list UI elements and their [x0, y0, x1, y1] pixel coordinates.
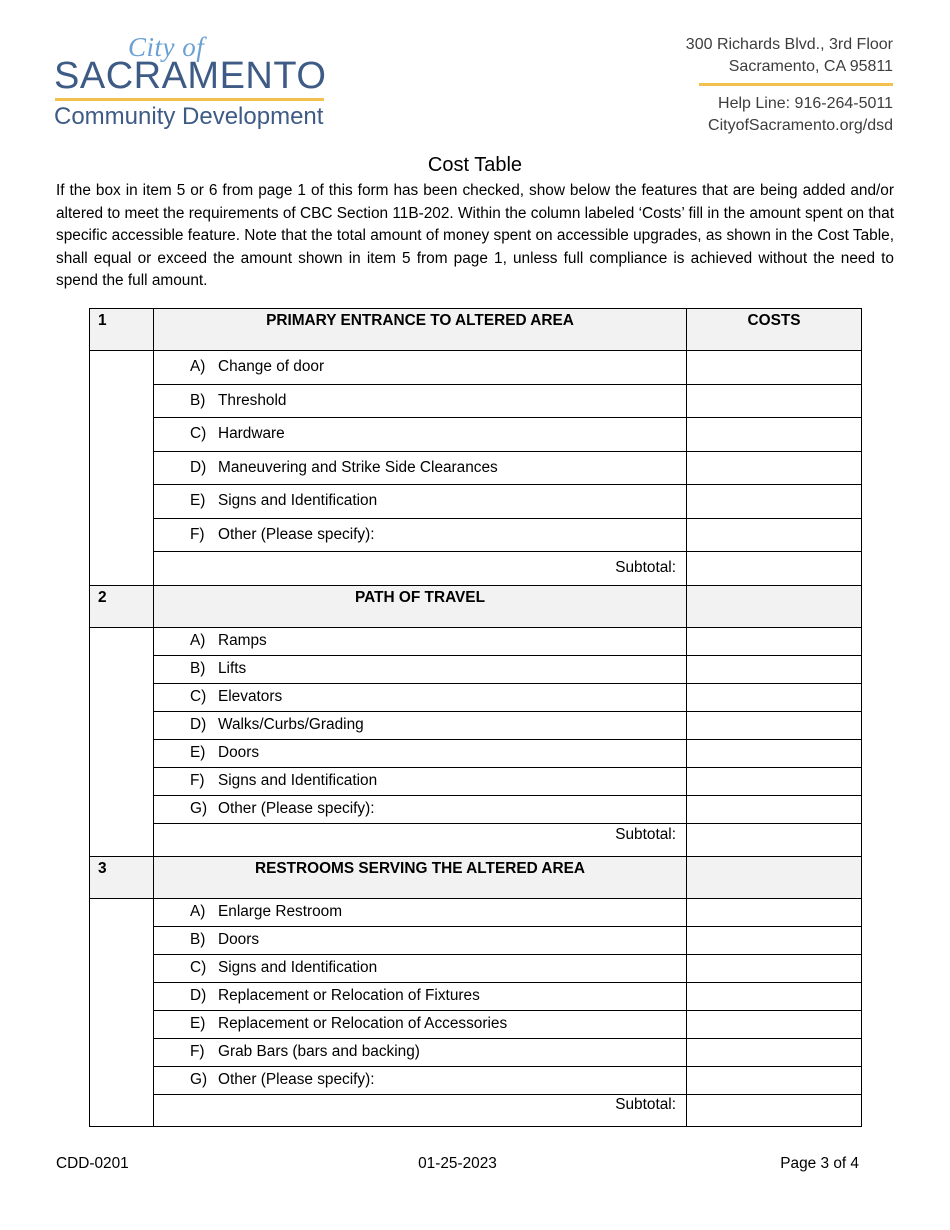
item-label: Lifts	[218, 660, 247, 677]
item-label: Other (Please specify):	[218, 1071, 375, 1088]
cost-input-cell[interactable]	[687, 451, 862, 485]
table-row	[90, 518, 862, 552]
subtotal-label: Subtotal:	[154, 1094, 687, 1126]
item-letter: C)	[190, 959, 207, 976]
subtotal-label: Subtotal:	[154, 552, 687, 586]
contact-block	[653, 34, 893, 137]
item-label: Ramps	[218, 632, 267, 649]
subtotal-row	[90, 823, 862, 856]
subtotal-row	[90, 552, 862, 586]
item-label: Enlarge Restroom	[218, 903, 343, 920]
cost-input-cell[interactable]	[687, 1010, 862, 1038]
item-letter: E)	[190, 1015, 206, 1032]
item-letter: B)	[190, 660, 206, 677]
logo-department: Community Development	[54, 103, 324, 130]
website: CityofSacramento.org/dsd	[708, 117, 893, 134]
item-label: Grab Bars (bars and backing)	[218, 1043, 420, 1060]
intro-paragraph: If the box in item 5 or 6 from page 1 of this form has been checked, show below the features that are being added and/or altered to meet the requirements of CBC Section 11B-202. Within the column labeled ‘Costs’ fill in the amount spent on that specific accessible feature. Note that the total amount of money spent on accessible upgrades, as shown in the Cost Table, shall equal or exceed the amount shown in item 5 from page 1, unless full compliance is achieved without the need to spend the full amount.	[56, 182, 894, 289]
item-letter: C)	[190, 688, 207, 705]
table-row	[90, 451, 862, 485]
revision-date: 01-25-2023	[418, 1155, 497, 1172]
item-letter: E)	[190, 744, 206, 761]
address-line-2: Sacramento, CA 95811	[728, 58, 893, 75]
item-label: Other (Please specify):	[218, 525, 375, 543]
cost-input-cell[interactable]	[687, 711, 862, 739]
section-spacer	[90, 898, 154, 1126]
item-letter: B)	[190, 931, 206, 948]
section-spacer	[90, 351, 154, 586]
item-label: Walks/Curbs/Grading	[218, 716, 364, 733]
help-line: Help Line: 916-264-5011	[718, 95, 893, 112]
table-row	[90, 384, 862, 418]
item-label: Signs and Identification	[218, 959, 378, 976]
item-letter: E)	[190, 492, 206, 510]
item-label: Other (Please specify):	[218, 800, 375, 817]
item-letter: F)	[190, 772, 205, 789]
item-letter: A)	[190, 903, 206, 920]
item-letter: F)	[190, 525, 205, 543]
city-logo	[54, 32, 334, 138]
item-label: Maneuvering and Strike Side Clearances	[218, 458, 498, 476]
cost-input-cell[interactable]	[687, 982, 862, 1010]
logo-divider	[55, 98, 324, 101]
logo-city-of: City of	[128, 32, 205, 62]
costs-header-blank	[687, 585, 862, 627]
table-row	[90, 767, 862, 795]
section-number: 3	[90, 856, 154, 898]
table-row	[90, 351, 862, 385]
table-row	[90, 1038, 862, 1066]
item-label: Change of door	[218, 358, 325, 376]
table-row	[90, 954, 862, 982]
cost-input-cell[interactable]	[687, 518, 862, 552]
cost-input-cell[interactable]	[687, 351, 862, 385]
item-label: Signs and Identification	[218, 492, 378, 510]
form-id: CDD-0201	[56, 1155, 129, 1172]
costs-header: COSTS	[687, 309, 862, 351]
page-number: Page 3 of 4	[780, 1155, 859, 1172]
item-label: Replacement or Relocation of Fixtures	[218, 987, 480, 1004]
subtotal-label: Subtotal:	[154, 823, 687, 856]
table-row	[90, 898, 862, 926]
table-row	[90, 485, 862, 519]
table-row	[90, 418, 862, 452]
item-label: Hardware	[218, 425, 285, 443]
table-row	[90, 1010, 862, 1038]
section-number: 2	[90, 585, 154, 627]
cost-input-cell[interactable]	[687, 795, 862, 823]
item-letter: A)	[190, 632, 206, 649]
item-letter: G)	[190, 800, 208, 817]
table-row	[90, 739, 862, 767]
cost-input-cell[interactable]	[687, 485, 862, 519]
cost-input-cell[interactable]	[687, 418, 862, 452]
section-heading: PRIMARY ENTRANCE TO ALTERED AREA	[154, 309, 687, 351]
item-label: Threshold	[218, 391, 287, 409]
subtotal-row	[90, 1094, 862, 1126]
table-row	[90, 711, 862, 739]
contact-divider	[699, 83, 893, 86]
table-row	[90, 926, 862, 954]
table-row	[90, 1066, 862, 1094]
cost-input-cell[interactable]	[687, 926, 862, 954]
subtotal-input-cell[interactable]	[687, 823, 862, 856]
cost-input-cell[interactable]	[687, 739, 862, 767]
cost-input-cell[interactable]	[687, 683, 862, 711]
cost-input-cell[interactable]	[687, 655, 862, 683]
section-number: 1	[90, 309, 154, 351]
table-row	[90, 627, 862, 655]
section-spacer	[90, 627, 154, 856]
section-header-row	[90, 856, 862, 898]
item-label: Elevators	[218, 688, 283, 705]
table-row	[90, 982, 862, 1010]
cost-input-cell[interactable]	[687, 384, 862, 418]
cost-input-cell[interactable]	[687, 767, 862, 795]
item-letter: G)	[190, 1071, 208, 1088]
item-letter: D)	[190, 987, 207, 1004]
item-letter: A)	[190, 358, 206, 376]
costs-header-blank	[687, 856, 862, 898]
cost-input-cell[interactable]	[687, 1066, 862, 1094]
cost-input-cell[interactable]	[687, 1038, 862, 1066]
item-label: Replacement or Relocation of Accessories	[218, 1015, 508, 1032]
item-letter: F)	[190, 1043, 205, 1060]
item-letter: D)	[190, 716, 207, 733]
subtotal-input-cell[interactable]	[687, 1094, 862, 1126]
page-title: Cost Table	[427, 154, 523, 176]
cost-table	[89, 308, 862, 1127]
item-label: Doors	[218, 931, 260, 948]
item-label: Doors	[218, 744, 260, 761]
cost-input-cell[interactable]	[687, 954, 862, 982]
section-header-row	[90, 309, 862, 351]
subtotal-input-cell[interactable]	[687, 552, 862, 586]
section-header-row	[90, 585, 862, 627]
table-row	[90, 655, 862, 683]
cost-input-cell[interactable]	[687, 898, 862, 926]
section-heading: PATH OF TRAVEL	[154, 585, 687, 627]
section-heading: RESTROOMS SERVING THE ALTERED AREA	[154, 856, 687, 898]
item-letter: D)	[190, 458, 207, 476]
address-line-1: 300 Richards Blvd., 3rd Floor	[685, 36, 893, 53]
item-letter: C)	[190, 425, 207, 443]
table-row	[90, 683, 862, 711]
cost-input-cell[interactable]	[687, 627, 862, 655]
table-row	[90, 795, 862, 823]
logo-city-name: SACRAMENTO	[54, 55, 327, 97]
item-label: Signs and Identification	[218, 772, 378, 789]
item-letter: B)	[190, 391, 206, 409]
